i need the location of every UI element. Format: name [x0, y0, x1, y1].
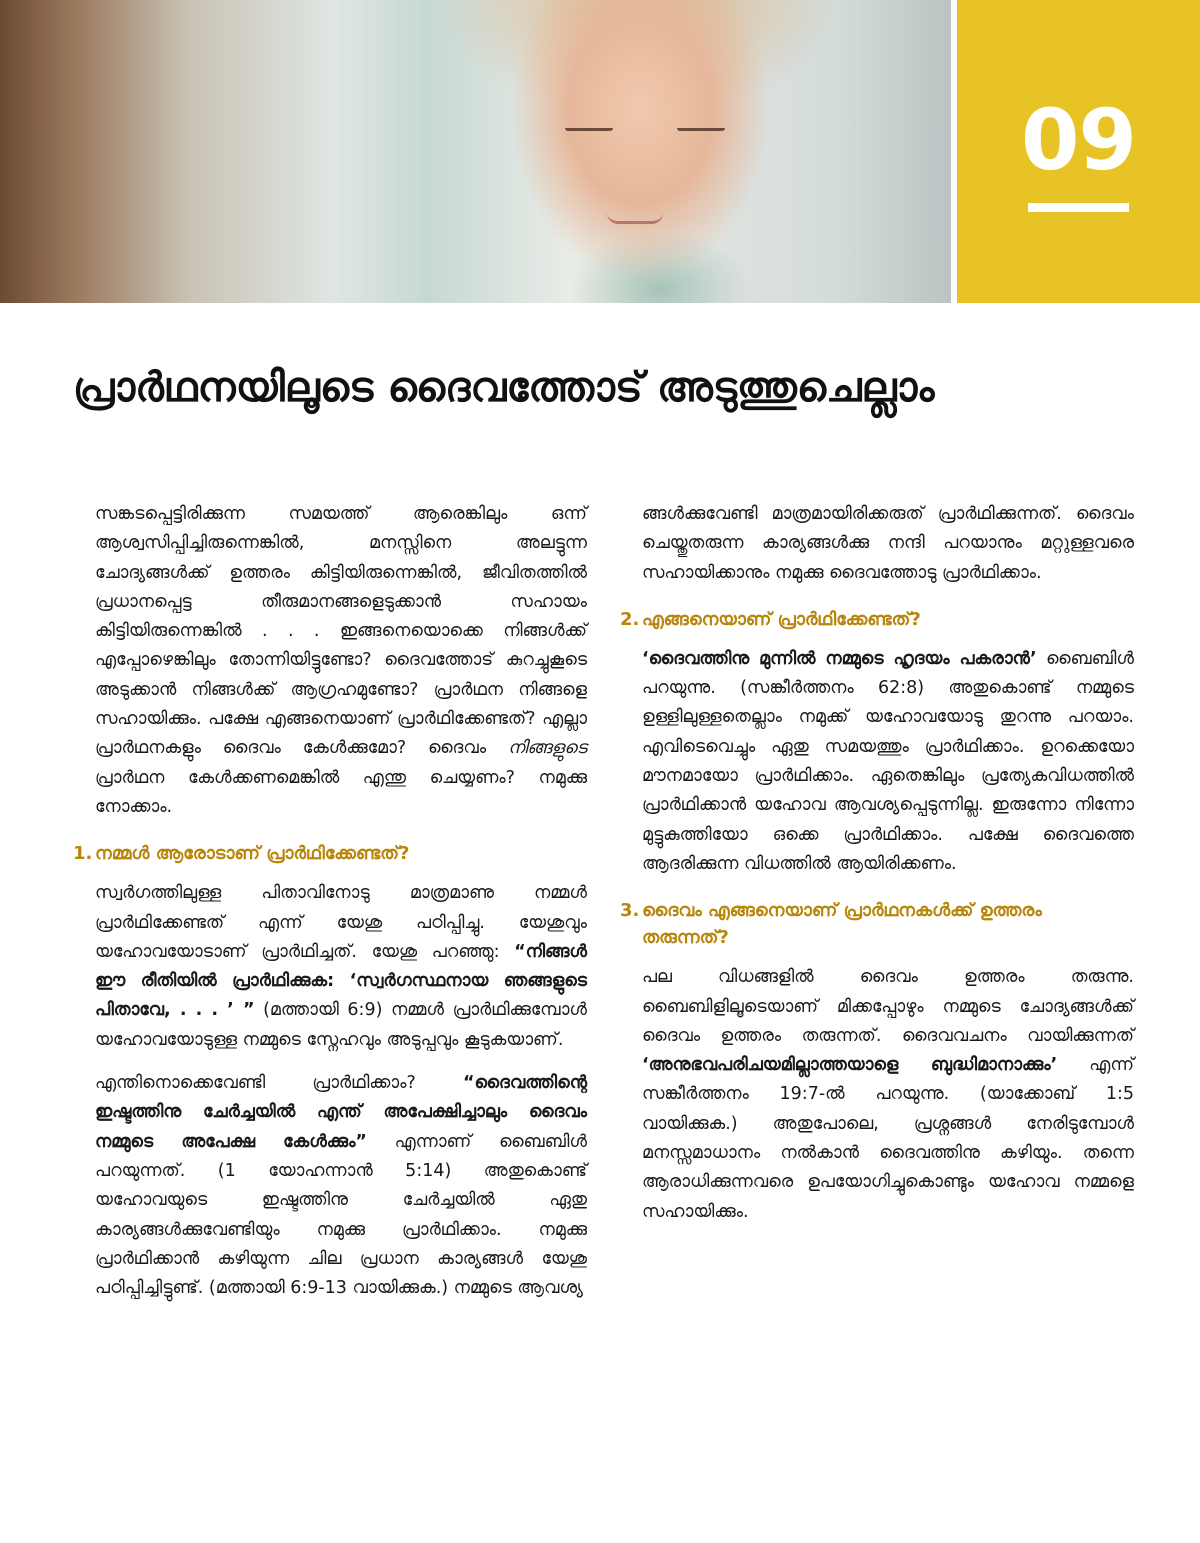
section-heading-1 [73, 840, 587, 867]
intro-text: സങ്കടപ്പെട്ടിരിക്കുന്ന സമയത്ത് ആരെങ്കിലും ഒന്ന് ആശ്വസിപ്പിച്ചിരുന്നെങ്കിൽ, മനസ്സിനെ അലട്ടുന്ന ചോദ്യങ്ങൾക്ക് ഉത്തരം കിട്ടിയിരുന്നെങ്കിൽ, ജീവിതത്തിൽ പ്രധാനപ്പെട്ട തീരുമാനങ്ങളെടുക്കാൻ സഹായം കിട്ടിയിരുന്നെങ്കിൽ . . . ഇങ്ങനെയൊക്കെ നിങ്ങൾക്ക് എപ്പോഴെങ്കിലും തോന്നിയിട്ടുണ്ടോ? ദൈവത്തോട് കുറച്ചുകൂടെ അടുക്കാൻ നിങ്ങൾക്ക് ആഗ്രഹമുണ്ടോ? പ്രാർഥന നിങ്ങളെ സഹായിക്കും. പക്ഷേ എങ്ങനെയാണ് പ്രാർഥിക്കേണ്ടത്? എല്ലാ പ്രാർഥനകളും ദൈവം കേൾക്കുമോ? ദൈവം [95, 504, 587, 759]
body-text: പല വിധങ്ങളിൽ ദൈവം ഉത്തരം തരുന്നു. ബൈബിളിലൂടെയാണ് മിക്കപ്പോഴും നമ്മുടെ ചോദ്യങ്ങൾക്ക് ദൈവം ഉത്തരം തരുന്നത്. ദൈവവചനം വായിക്കുന്നത് [642, 967, 1134, 1046]
section-1-paragraph-2-continued: ങ്ങൾക്കുവേണ്ടി മാത്രമായിരിക്കരുത് പ്രാർഥിക്കുന്നത്. ദൈവം ചെയ്തുതരുന്ന കാര്യങ്ങൾക്കു നന്ദി പറയാനും മറ്റുള്ളവരെ സഹായിക്കാനും നമുക്കു ദൈവത്തോടു പ്രാർഥിക്കാം. [642, 504, 1134, 583]
section-heading-text: എങ്ങനെയാണ് പ്രാർഥിക്കേണ്ടത്? [642, 608, 921, 630]
mouth-shape [607, 213, 663, 224]
body-text: ബൈബിൾ പറയുന്നു. (സങ്കീർത്തനം 62:8) അതുകൊണ്ട് നമ്മുടെ ഉള്ളിലുള്ളതെല്ലാം നമുക്ക് യഹോവയോടു തുറന്നു പറയാം. എവിടെവെച്ചും ഏതു സമയത്തും പ്രാർഥിക്കാം. ഉറക്കെയോ മൗനമായോ പ്രാർഥിക്കാം. ഏതെങ്കിലും പ്രത്യേകവിധത്തിൽ പ്രാർഥിക്കാൻ യഹോവ ആവശ്യപ്പെടുന്നില്ല. ഇരുന്നോ നിന്നോ മുട്ടുകുത്തിയോ ഒക്കെ പ്രാർഥിക്കാം. പക്ഷേ ദൈവത്തെ ആദരിക്കുന്ന വിധത്തിൽ ആയിരിക്കണം. [642, 648, 1134, 874]
body-text: എന്നാണ് ബൈബിൾ പറയുന്നത്. (1 യോഹന്നാൻ 5:14) അതുകൊണ്ട് യഹോവയുടെ ഇഷ്ടത്തിനു ചേർച്ചയിൽ ഏതു കാര്യങ്ങൾക്കുവേണ്ടിയും നമുക്കു പ്രാർഥിക്കാം. നമുക്കു പ്രാർഥിക്കാൻ കഴിയുന്ന ചില പ്രധാന കാര്യങ്ങൾ യേശു പഠിപ്പിച്ചിട്ടുണ്ട്. (മത്തായി 6:9-13 വായിക്കുക.) നമ്മുടെ ആവശ്യ [95, 1131, 587, 1299]
bold-quote: ‘ദൈവത്തിനു മുന്നിൽ നമ്മുടെ ഹൃദയം പകരാൻ’ [642, 648, 1037, 669]
section-1-paragraph-2 [73, 1069, 587, 1303]
body-text: സ്വർഗത്തിലുള്ള പിതാവിനോടു മാത്രമാണു നമ്മൾ പ്രാർഥിക്കേണ്ടത് എന്ന് യേശു പഠിപ്പിച്ചു. യേശുവും യഹോവയോടാണ് പ്രാർഥിച്ചത്. യേശു പറഞ്ഞു: [95, 883, 587, 962]
left-column [73, 500, 587, 1317]
header-photo-woman-praying [0, 0, 951, 303]
eye-shape [565, 128, 613, 131]
section-heading-2 [620, 606, 1134, 633]
body-text: എന്ന് സങ്കീർത്തനം 19:7-ൽ പറയുന്നു. (യാക്കോബ് 1:5 വായിക്കുക.) അതുപോലെ, പ്രശ്നങ്ങൾ നേരിടുമ്പോൾ മനസ്സമാധാനം നൽകാൻ ദൈവത്തിനു കഴിയും. തന്നെ ആരാധിക്കുന്നവരെ ഉപയോഗിച്ചുകൊണ്ടും യഹോവ നമ്മളെ സഹായിക്കും. [642, 1055, 1134, 1222]
section-2-paragraph-1 [620, 645, 1134, 879]
right-column [620, 500, 1134, 1241]
body-text: എന്തിനൊക്കെവേണ്ടി പ്രാർഥിക്കാം? [95, 1073, 463, 1094]
body-text: (മത്തായി 6:9) നമ്മൾ പ്രാർഥിക്കുമ്പോൾ യഹോവയോടുള്ള നമ്മുടെ സ്നേഹവും അടുപ്പവും കൂടുകയാണ്. [95, 1000, 587, 1050]
intro-paragraph [73, 500, 587, 822]
section-number: 3. [620, 900, 640, 922]
lesson-number-badge [957, 0, 1200, 303]
bold-quote: “നിങ്ങൾ ഈ രീതിയിൽ പ്രാർഥിക്കുക: ‘സ്വർഗസ്ഥനായ ഞങ്ങളുടെ പിതാവേ, . . . ’ ” [95, 941, 587, 1021]
intro-text: പ്രാർഥന കേൾക്കണമെങ്കിൽ എന്തു ചെയ്യണം? നമുക്കു നോക്കാം. [95, 767, 587, 817]
section-number: 1. [73, 843, 93, 865]
bold-quote: “ദൈവത്തിന്റെ ഇഷ്ടത്തിനു ചേർച്ചയിൽ എന്ത് അപേക്ഷിച്ചാലും ദൈവം നമ്മുടെ അപേക്ഷ കേൾക്കും” [95, 1073, 587, 1152]
section-number: 2. [620, 608, 640, 630]
section-heading-text: ദൈവം എങ്ങനെയാണ് പ്രാർഥനകൾക്ക് ഉത്തരം തരുന്നത്? [642, 900, 1042, 949]
section-1-paragraph-1 [73, 879, 587, 1055]
intro-italic-text: നിങ്ങളുടെ [507, 738, 587, 759]
lesson-number: 09 [1021, 91, 1136, 189]
section-3-paragraph-1 [620, 963, 1134, 1227]
page-title: പ്രാർഥനയിലൂടെ ദൈവത്തോട് അടുത്തുചെല്ലാം [73, 363, 935, 411]
section-heading-3 [620, 897, 1134, 951]
eye-shape [677, 128, 725, 131]
lesson-number-underline [1028, 203, 1129, 212]
section-heading-text: നമ്മൾ ആരോടാണ് പ്രാർഥിക്കേണ്ടത്? [95, 843, 410, 865]
bold-quote: ‘അനുഭവപരിചയമില്ലാത്തയാളെ ബുദ്ധിമാനാക്കും’ [642, 1055, 1058, 1076]
